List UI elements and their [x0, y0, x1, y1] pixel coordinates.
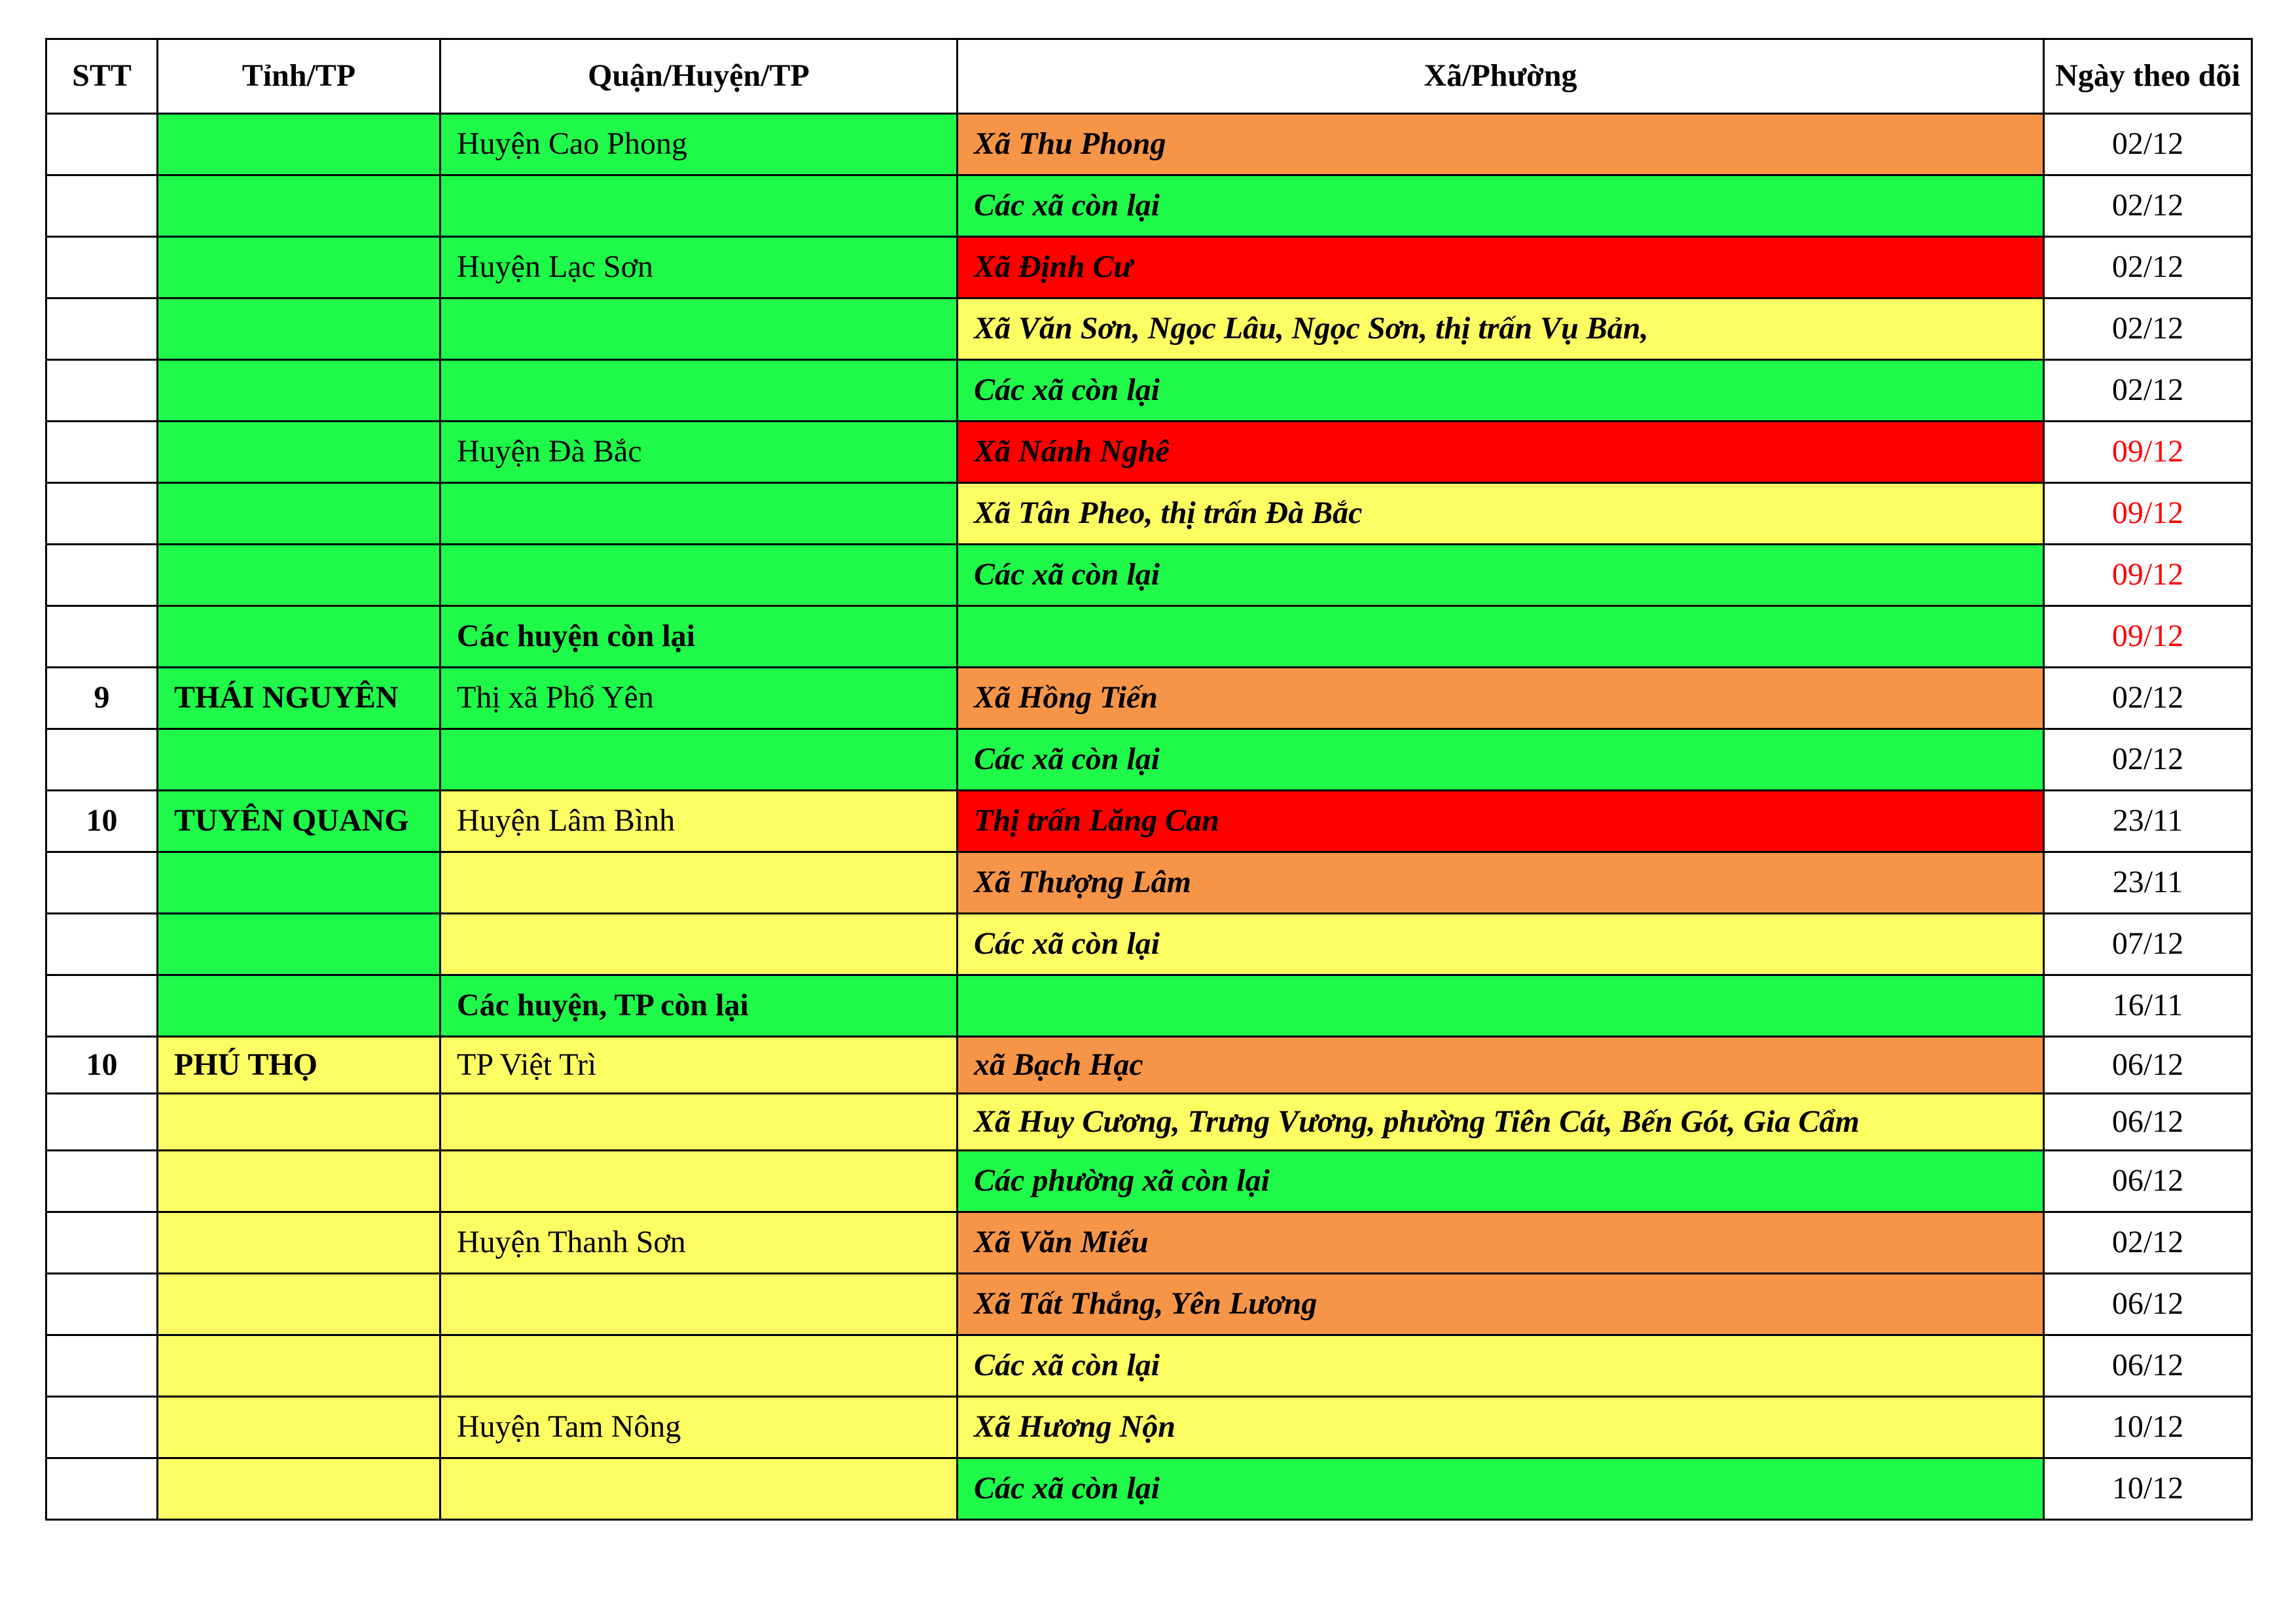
stt-cell: [46, 483, 158, 545]
ward-cell: Xã Văn Sơn, Ngọc Lâu, Ngọc Sơn, thị trấn Vụ Bản,: [958, 298, 2044, 360]
stt-cell: [46, 360, 158, 422]
header-stt: STT: [46, 39, 158, 114]
stt-cell: [46, 606, 158, 668]
table-row: [46, 668, 2252, 729]
stt-cell: [46, 1335, 158, 1397]
table-row: [46, 914, 2252, 975]
district-cell: [440, 1458, 958, 1520]
district-cell: [440, 545, 958, 606]
table-row: [46, 1212, 2252, 1274]
district-cell: Huyện Tam Nông: [440, 1397, 958, 1458]
province-cell: TUYÊN QUANG: [158, 791, 440, 852]
district-cell: Thị xã Phổ Yên: [440, 668, 958, 729]
table-row: [46, 791, 2252, 852]
date-cell: 02/12: [2044, 360, 2252, 422]
table-row: [46, 975, 2252, 1037]
table-row: [46, 422, 2252, 483]
ward-cell: Các xã còn lại: [958, 175, 2044, 237]
province-cell: [158, 175, 440, 237]
district-cell: TP Việt Trì: [440, 1037, 958, 1094]
date-cell: 02/12: [2044, 1212, 2252, 1274]
date-cell: 02/12: [2044, 668, 2252, 729]
province-cell: [158, 852, 440, 914]
date-cell: 09/12: [2044, 606, 2252, 668]
ward-cell: Xã Tân Pheo, thị trấn Đà Bắc: [958, 483, 2044, 545]
stt-cell: [46, 975, 158, 1037]
ward-cell: xã Bạch Hạc: [958, 1037, 2044, 1094]
province-cell: [158, 1274, 440, 1335]
table-row: [46, 1335, 2252, 1397]
stt-cell: [46, 1397, 158, 1458]
province-cell: [158, 1335, 440, 1397]
date-cell: 10/12: [2044, 1458, 2252, 1520]
province-cell: [158, 914, 440, 975]
province-cell: [158, 114, 440, 175]
table-row: [46, 606, 2252, 668]
province-cell: [158, 1094, 440, 1151]
district-cell: Huyện Thanh Sơn: [440, 1212, 958, 1274]
stt-cell: [46, 1094, 158, 1151]
stt-cell: [46, 914, 158, 975]
stt-cell: [46, 237, 158, 298]
province-cell: [158, 1212, 440, 1274]
district-cell: Các huyện còn lại: [440, 606, 958, 668]
table-row: [46, 483, 2252, 545]
ward-cell: Xã Thu Phong: [958, 114, 2044, 175]
ward-cell: Xã Nánh Nghê: [958, 422, 2044, 483]
district-cell: Huyện Lạc Sơn: [440, 237, 958, 298]
stt-cell: 10: [46, 1037, 158, 1094]
date-cell: 02/12: [2044, 237, 2252, 298]
ward-cell: Các xã còn lại: [958, 360, 2044, 422]
stt-cell: [46, 422, 158, 483]
date-cell: 06/12: [2044, 1094, 2252, 1151]
ward-cell: Các xã còn lại: [958, 1335, 2044, 1397]
province-cell: [158, 729, 440, 791]
stt-cell: [46, 729, 158, 791]
province-cell: PHÚ THỌ: [158, 1037, 440, 1094]
district-cell: [440, 1094, 958, 1151]
date-cell: 23/11: [2044, 791, 2252, 852]
province-cell: THÁI NGUYÊN: [158, 668, 440, 729]
date-cell: 09/12: [2044, 483, 2252, 545]
ward-cell: Xã Huy Cương, Trưng Vương, phường Tiên Cát, Bến Gót, Gia Cẩm: [958, 1094, 2044, 1151]
district-cell: [440, 729, 958, 791]
district-cell: [440, 175, 958, 237]
ward-cell: Các phường xã còn lại: [958, 1151, 2044, 1212]
date-cell: 06/12: [2044, 1037, 2252, 1094]
province-cell: [158, 237, 440, 298]
ward-cell: Thị trấn Lăng Can: [958, 791, 2044, 852]
district-cell: [440, 852, 958, 914]
date-cell: 02/12: [2044, 298, 2252, 360]
district-cell: Huyện Lâm Bình: [440, 791, 958, 852]
date-cell: 06/12: [2044, 1151, 2252, 1212]
table-row: [46, 237, 2252, 298]
ward-cell: Xã Văn Miếu: [958, 1212, 2044, 1274]
stt-cell: 10: [46, 791, 158, 852]
province-cell: [158, 1397, 440, 1458]
table-row: [46, 1151, 2252, 1212]
header-district: Quận/Huyện/TP: [440, 39, 958, 114]
ward-cell: Các xã còn lại: [958, 1458, 2044, 1520]
table-row: [46, 1458, 2252, 1520]
date-cell: 06/12: [2044, 1274, 2252, 1335]
stt-cell: [46, 114, 158, 175]
table-row: [46, 1397, 2252, 1458]
province-cell: [158, 422, 440, 483]
district-cell: [440, 1151, 958, 1212]
province-cell: [158, 1151, 440, 1212]
province-cell: [158, 975, 440, 1037]
stt-cell: [46, 1274, 158, 1335]
ward-cell: Xã Thượng Lâm: [958, 852, 2044, 914]
stt-cell: [46, 545, 158, 606]
date-cell: 06/12: [2044, 1335, 2252, 1397]
table-row: [46, 1094, 2252, 1151]
province-cell: [158, 606, 440, 668]
table-row: [46, 360, 2252, 422]
table-row: [46, 545, 2252, 606]
table-row: [46, 1037, 2252, 1094]
covid-zone-table-page: [45, 38, 2251, 1521]
ward-cell: Xã Tất Thắng, Yên Lương: [958, 1274, 2044, 1335]
stt-cell: 9: [46, 668, 158, 729]
date-cell: 07/12: [2044, 914, 2252, 975]
table-body: [46, 114, 2252, 1520]
district-cell: Huyện Cao Phong: [440, 114, 958, 175]
stt-cell: [46, 852, 158, 914]
province-cell: [158, 298, 440, 360]
date-cell: 02/12: [2044, 114, 2252, 175]
table-row: [46, 175, 2252, 237]
table-row: [46, 852, 2252, 914]
table-row: [46, 729, 2252, 791]
date-cell: 02/12: [2044, 729, 2252, 791]
date-cell: 09/12: [2044, 545, 2252, 606]
table-header: [46, 39, 2252, 114]
header-ward: Xã/Phường: [958, 39, 2044, 114]
date-cell: 23/11: [2044, 852, 2252, 914]
table-row: [46, 114, 2252, 175]
ward-cell: Xã Hương Nộn: [958, 1397, 2044, 1458]
ward-cell: Các xã còn lại: [958, 914, 2044, 975]
ward-cell: Xã Định Cư: [958, 237, 2044, 298]
district-cell: [440, 483, 958, 545]
table-row: [46, 298, 2252, 360]
ward-cell: Các xã còn lại: [958, 729, 2044, 791]
date-cell: 09/12: [2044, 422, 2252, 483]
stt-cell: [46, 298, 158, 360]
header-date: Ngày theo dõi: [2044, 39, 2252, 114]
table-row: [46, 1274, 2252, 1335]
province-cell: [158, 1458, 440, 1520]
district-cell: [440, 1335, 958, 1397]
stt-cell: [46, 175, 158, 237]
date-cell: 02/12: [2044, 175, 2252, 237]
zone-table: [45, 38, 2253, 1521]
date-cell: 10/12: [2044, 1397, 2252, 1458]
stt-cell: [46, 1212, 158, 1274]
stt-cell: [46, 1458, 158, 1520]
province-cell: [158, 483, 440, 545]
district-cell: Huyện Đà Bắc: [440, 422, 958, 483]
district-cell: Các huyện, TP còn lại: [440, 975, 958, 1037]
district-cell: [440, 1274, 958, 1335]
province-cell: [158, 545, 440, 606]
ward-cell: [958, 975, 2044, 1037]
district-cell: [440, 914, 958, 975]
header-province: Tỉnh/TP: [158, 39, 440, 114]
ward-cell: Các xã còn lại: [958, 545, 2044, 606]
ward-cell: [958, 606, 2044, 668]
date-cell: 16/11: [2044, 975, 2252, 1037]
ward-cell: Xã Hồng Tiến: [958, 668, 2044, 729]
district-cell: [440, 360, 958, 422]
header-row: [46, 39, 2252, 114]
district-cell: [440, 298, 958, 360]
province-cell: [158, 360, 440, 422]
stt-cell: [46, 1151, 158, 1212]
